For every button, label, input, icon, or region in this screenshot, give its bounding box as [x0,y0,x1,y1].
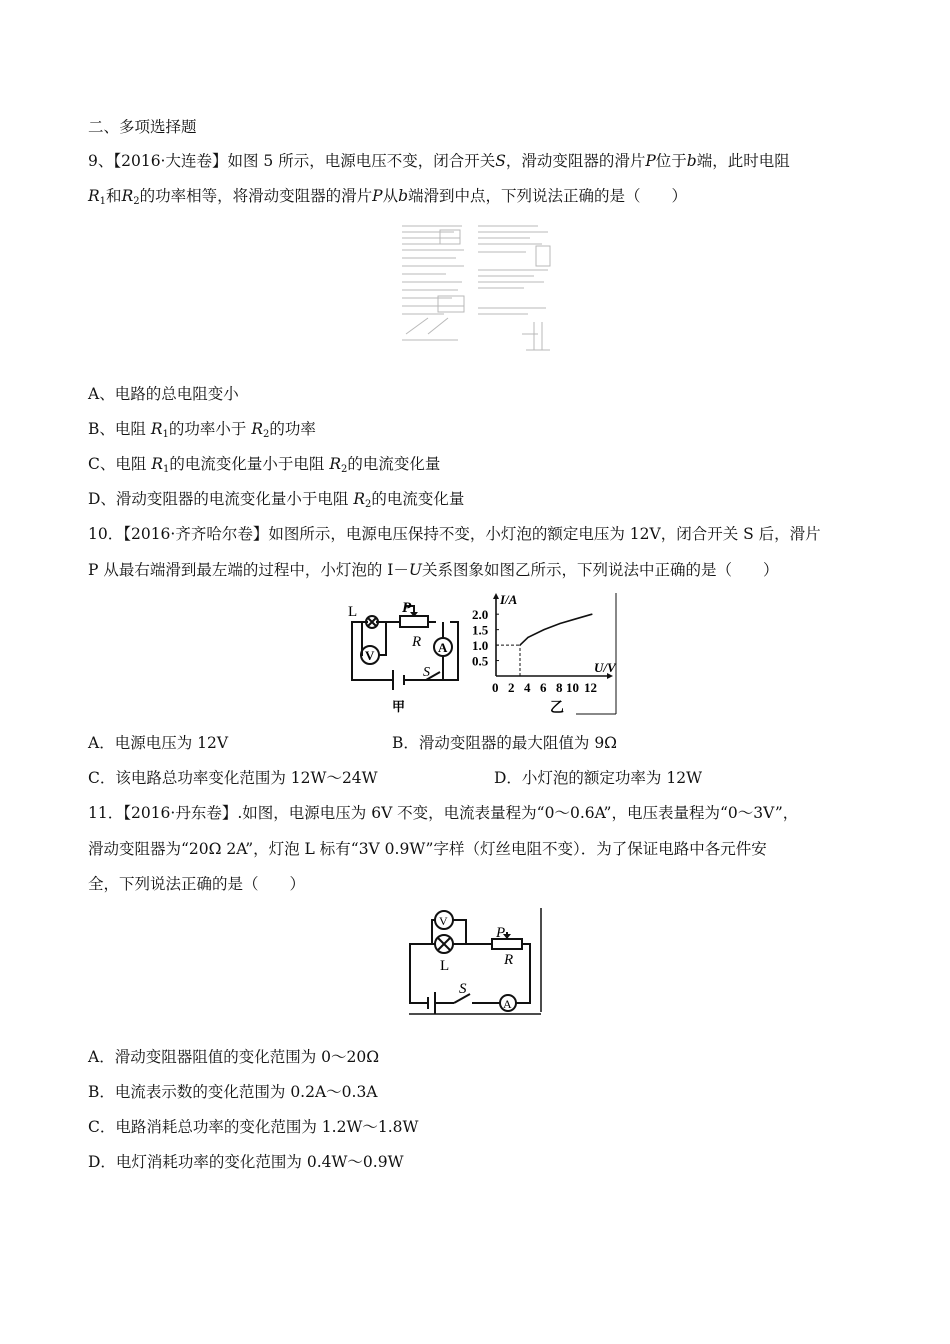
q11-switch-label: S [459,981,467,997]
iu-data-point [527,637,528,638]
q11-line-1: 11．【2016·丹东卷】.如图，电源电压为 6V 不变，电流表量程为“0～0.6A”，电压表量程为“0～3V”， [88,804,799,822]
x-tick-label: 2 [508,680,515,695]
q10-jia-caption: 甲 [392,699,406,714]
q9-option-c: C、电阻 $R_1$的电流变化量小于电阻 $R_2$的电流变化量 [88,455,441,475]
q11-line-3: 全，下列说法正确的是（ ） [88,875,306,893]
x-tick-label: 10 [566,680,579,695]
q11-ammeter-label: A [503,997,512,1011]
q11-circuit-figure [404,906,546,1018]
q10-line-1: 10．【2016·齐齐哈尔卷】如图所示，电源电压保持不变，小灯泡的额定电压为 12V，闭合开关 S 后，滑片 [88,525,821,543]
q11-option-c: C．电路消耗总功率的变化范围为 1.2W～1.8W [88,1118,419,1136]
y-tick-label: 2.0 [472,607,489,623]
x-tick-label: 8 [556,680,563,695]
q10-option-b: B．滑动变阻器的最大阻值为 9Ω [392,734,618,752]
q11-resistor-label: R [504,952,514,968]
q10-jia-slider-label: P [402,600,412,616]
q9-option-b: B、电阻 $R_1$的功率小于 $R_2$的功率 [88,420,316,440]
iu-data-point [543,629,544,630]
iu-data-point [575,618,576,619]
q9-figure-thumbnail [398,222,554,356]
x-tick-label: 6 [540,680,547,695]
q9-line-2: $R_1$和$R_2$的功率相等，将滑动变阻器的滑片P从b端滑到中点，下列说法正确的是（ ） [88,187,688,207]
q11-option-a: A．滑动变阻器阻值的变化范围为 0～20Ω [88,1048,380,1066]
q10-jia-switch-label: S [423,665,430,680]
q11-voltmeter-label: V [439,914,448,928]
y-tick-label: 1.5 [472,622,489,638]
q10-circuit-figure-jia [338,598,478,718]
y-axis-arrow [493,593,499,599]
q11-line-2: 滑动变阻器为“20Ω 2A”，灯泡 L 标有“3V 0.9W”字样（灯丝电阻不变）．为了保证电路中各元件安 [88,840,767,858]
y-axis-label: I/A [500,592,518,607]
q11-lamp-label: L [440,958,450,974]
x-tick-label: 12 [584,680,597,695]
iu-data-point [559,623,560,624]
q10-option-c: C．该电路总功率变化范围为 12W～24W [88,769,378,787]
q10-line-2: P 从最右端滑到最左端的过程中，小灯泡的 I－U关系图象如图乙所示，下列说法中正确的是（ ） [88,561,779,579]
x-axis-label: U/V [594,660,616,675]
q10-option-d: D．小灯泡的额定功率为 12W [494,769,703,787]
q10-jia-lamp-label: L [348,604,358,620]
q10-jia-ammeter-label: A [438,640,448,655]
y-tick-label: 0.5 [472,653,489,669]
q11-option-b: B．电流表示数的变化范围为 0.2A～0.3A [88,1083,378,1101]
iu-curve [520,614,592,645]
y-tick-label: 1.0 [472,638,489,654]
q10-iu-graph-yi [470,592,620,718]
x-tick-label: 4 [524,680,531,695]
q10-jia-voltmeter-label: V [365,648,375,663]
q9-line-1: 9、【2016·大连卷】如图 5 所示，电源电压不变，闭合开关S，滑动变阻器的滑片P位于b端，此时电阻 [88,152,790,170]
iu-data-point [519,644,520,645]
q10-option-a: A．电源电压为 12V [88,734,229,752]
q11-slider-label: P [496,925,506,941]
q9-option-d: D、滑动变阻器的电流变化量小于电阻 $R_2$的电流变化量 [88,490,465,510]
iu-data-point [591,614,592,615]
x-tick-label: 0 [492,680,499,695]
q11-option-d: D．电灯消耗功率的变化范围为 0.4W～0.9W [88,1153,404,1171]
q10-jia-resistor-label: R [412,634,422,650]
section-title: 二、多项选择题 [88,118,197,136]
q10-yi-caption: 乙 [550,701,564,716]
q9-option-a: A、电路的总电阻变小 [88,385,239,403]
